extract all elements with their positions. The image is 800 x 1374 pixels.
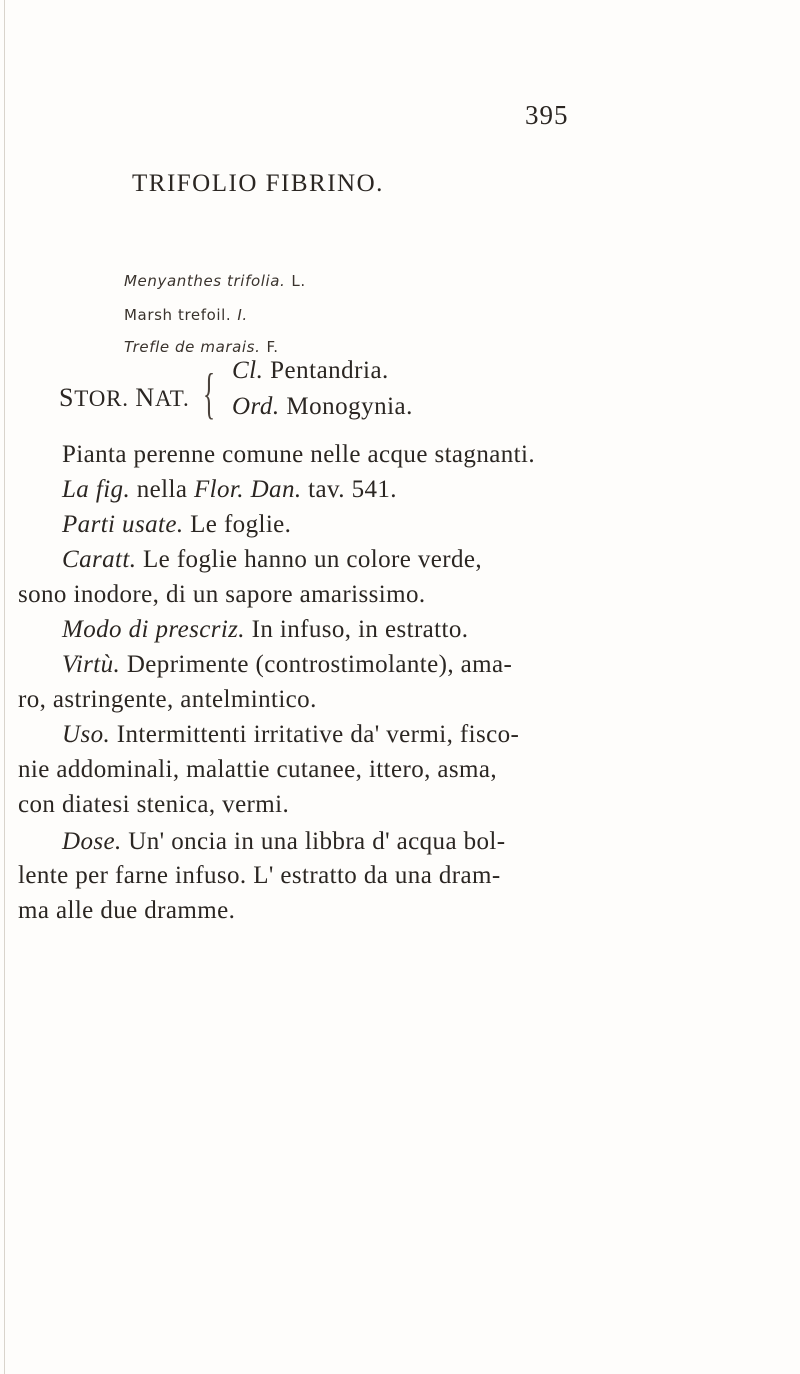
synonym-french <box>124 338 279 356</box>
dose-continuation: ma alle due dramme. <box>18 897 236 924</box>
flora-reference: Flor. Dan. <box>194 476 302 503</box>
order-value: Monogynia. <box>286 393 413 420</box>
synonym-language-abbr: F. <box>266 338 279 356</box>
uso-continuation: con diatesi stenica, vermi. <box>18 791 290 818</box>
caratt-label: Caratt. <box>62 546 137 573</box>
figure-reference-line: La fig. nella Flor. Dan. tav. 541. <box>62 476 397 503</box>
synonym-name: Marsh trefoil. <box>124 306 232 324</box>
virtu-line: Virtù. Deprimente (controstimolante), ama- <box>62 651 513 678</box>
modo-label: Modo di prescriz. <box>62 616 245 643</box>
uso-continuation: nie addominali, malattie cutanee, ittero, asma, <box>18 756 498 783</box>
classification-heading: STOR. NAT. <box>59 383 190 412</box>
caratt-continuation: sono inodore, di un sapore amarissimo. <box>18 581 426 608</box>
dose-continuation: lente per farne infuso. L' estratto da una dram- <box>18 862 501 889</box>
synonym-english <box>124 306 248 324</box>
class-label: Cl. <box>232 357 264 384</box>
synonym-name: Menyanthes trifolia. <box>124 272 286 290</box>
order-line <box>232 393 413 421</box>
page-number: 395 <box>525 100 569 130</box>
caratt-line: Caratt. Le foglie hanno un colore verde, <box>62 546 483 573</box>
synonym-language-abbr: L. <box>291 272 306 290</box>
synonym-latin <box>124 272 306 290</box>
parti-usate-line: Parti usate. Le foglie. <box>62 511 292 538</box>
entry-title: TRIFOLIO FIBRINO. <box>132 170 384 197</box>
figure-label: La fig. <box>62 476 131 503</box>
pianta-line: Pianta perenne comune nelle acque stagnanti. <box>62 441 535 468</box>
virtu-label: Virtù. <box>62 651 121 678</box>
dose-label: Dose. <box>62 828 122 855</box>
synonym-language-abbr: I. <box>237 306 248 324</box>
modo-line: Modo di prescriz. In infuso, in estratto. <box>62 616 469 643</box>
uso-label: Uso. <box>62 721 111 748</box>
virtu-continuation: ro, astringente, antelmintico. <box>18 686 317 713</box>
dose-line: Dose. Un' oncia in una libbra d' acqua bol- <box>62 828 506 855</box>
class-line <box>232 357 389 385</box>
class-value: Pentandria. <box>270 357 389 384</box>
curly-brace-mark: { <box>203 363 216 425</box>
synonym-name: Trefle de marais. <box>124 338 261 356</box>
order-label: Ord. <box>232 393 280 420</box>
parti-label: Parti usate. <box>62 511 184 538</box>
uso-line: Uso. Intermittenti irritative da' vermi, fisco- <box>62 721 520 748</box>
page-gutter-edge <box>4 0 5 1374</box>
